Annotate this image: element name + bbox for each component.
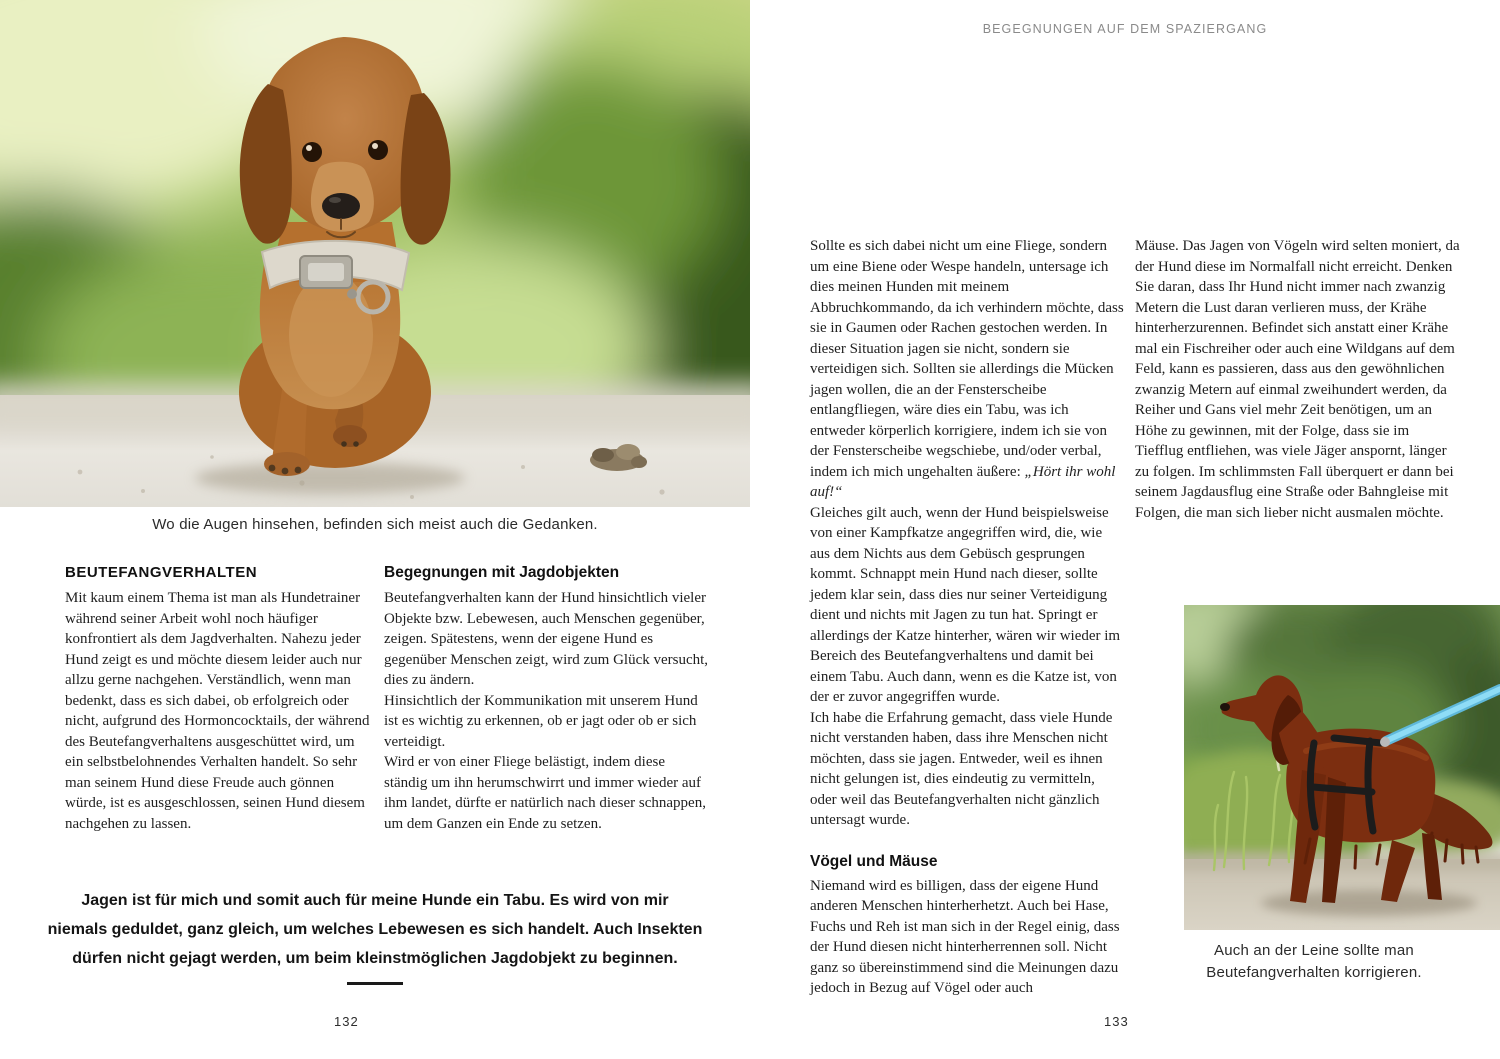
body-text <box>810 876 1125 999</box>
paragraph: Hinsichtlich der Kommunikation mit unserem Hund ist es wichtig zu erkennen, ob er jagt oder ob er sich verteidigt. <box>384 692 698 750</box>
body-text <box>1135 236 1460 523</box>
column-beutefangverhalten <box>65 563 372 834</box>
divider-rule <box>347 982 403 985</box>
paragraph: Mit kaum einem Thema ist man als Hundetrainer während seiner Arbeit wohl noch häufiger konfrontiert als dem Jagdverhalten. Nahezu jeder Hund zeigt es und möchte diesem leider auch nur allzu gerne nachgehen. Verständlich, wenn man bedenkt, dass es sich dabei, ob erfolgreich oder nicht, aufgrund des Hormoncocktails, der während des Beutefangverhaltens ausgeschüttet wird, um ein selbstbelohnendes Verhalten handelt. So sehr man seinem Hund diese Freude auch gönnen würde, ist es ausgeschlossen, seinen Hund diesem nachgehen zu lassen. <box>65 590 370 832</box>
paragraph: Gleiches gilt auch, wenn der Hund beispielsweise von einer Kampfkatze angegriffen wird, die, wie aus dem Nichts aus dem Gebüsch gesprungen kommt. Schnappt mein Hund nach dieser, sollte jedem klar sein, dass dies nur seiner Verteidigung dient und nichts mit Jagen zu tun hat. Springt er allerdings der Katze hinterher, wären wir wieder im Bereich des Beutefangverhaltens und damit bei einem Tabu. Auch dann, wenn es die Katze ist, von der er zuvor angegriffen wurde. <box>810 504 1121 705</box>
dachshund-photo <box>0 0 750 507</box>
quote-line: Jagen ist für mich und somit auch für meine Hunde ein Tabu. Es wird von mir <box>81 892 669 909</box>
photo-caption-left: Wo die Augen hinsehen, befinden sich meist auch die Gedanken. <box>152 516 598 533</box>
body-text <box>65 588 372 834</box>
paragraph: Sollte es sich dabei nicht um eine Fliege, sondern um eine Biene oder Wespe handeln, untersage ich dies meinen Hunden mit meinem Abbruchkommando, da ich verhindern möchte, dass sie in Gaumen oder Rachen gestochen werden. In dieser Situation jagen sie nicht, sondern sie verteidigen sich. Sollten sie allerdings die Mücken jagen wollen, die an der Fensterscheibe entlangfliegen, wäre dies ein Tabu, was ich entweder körperlich korrigiere, indem ich sie von der Fensterscheibe wegschiebe, und/oder verbal, indem ich mich ungehalten äußere: „Hört ihr wohl auf!“ <box>810 238 1124 500</box>
body-text <box>810 236 1125 831</box>
running-header: BEGEGNUNGEN AUF DEM SPAZIERGANG <box>982 22 1268 36</box>
dachshund-illustration <box>0 0 750 507</box>
paragraph: Mäuse. Das Jagen von Vögeln wird selten moniert, da der Hund diese im Normalfall nicht erreicht. Denken Sie daran, dass Ihr Hund nicht immer nach zwanzig Metern die Lust daran verlieren muss, der Krähe hinterherzurennen. Befindet sich anstatt einer Krähe mal ein Fischreiher oder auch eine Wildgans auf dem Feld, kann es passieren, dass aus den gewöhnlichen zwanzig Metern auf einmal zweihundert werden, da Reiher und Gans viel mehr Zeit benötigen, um an Höhe zu gewinnen, mit der Folge, dass sie im Tiefflug entfliehen, was viele Jäger anspornt, länger zu folgen. Im schlimmsten Fall überquert er dann bei seinem Jagdausflug eine Straße oder Bahngleise mit Folgen, die man sich lieber nicht ausmalen möchte. <box>1135 238 1460 521</box>
paragraph: Wird er von einer Fliege belästigt, indem diese ständig um ihn herumschwirrt und immer wieder auf ihm landet, dürfte er natürlich nach dieser schnappen, um dem Ganzen ein Ende zu setzen. <box>384 754 706 832</box>
page-number-right: 133 <box>1104 1014 1129 1029</box>
quote-line: niemals geduldet, ganz gleich, um welches Lebewesen es sich handelt. Auch Insekten <box>47 921 703 938</box>
subsection-heading: Begegnungen mit Jagdobjekten <box>384 564 620 581</box>
section-heading: BEUTEFANGVERHALTEN <box>65 564 258 581</box>
setter-illustration <box>1184 605 1500 930</box>
photo-caption-right: Auch an der Leine sollte man Beutefangverhalten korrigieren. <box>1206 942 1422 981</box>
left-page-columns <box>65 563 710 834</box>
pull-quote-lines <box>48 886 703 973</box>
paragraph: Niemand wird es billigen, dass der eigene Hund anderen Menschen hinterherhetzt. Auch bei Hase, Fuchs und Reh ist man sich in der Regel einig, dass der Hund diesen nicht hinterherrennen soll. Nicht ganz so übereinstimmend sind die Meinungen dazu jedoch in Bezug auf Vögel oder auch <box>810 877 1120 996</box>
paragraph: Beutefangverhalten kann der Hund hinsichtlich vieler Objekte bzw. Lebewesen, auch Menschen gegenüber, zeigen. Spätestens, wenn der eigene Hund es gegenüber Menschen zeigt, wird zum Glück versucht, dies zu ändern. <box>384 590 709 688</box>
page-number-left: 132 <box>334 1014 359 1029</box>
pull-quote <box>0 886 750 985</box>
setter-photo <box>1184 605 1500 930</box>
subsection-heading-voegel: Vögel und Mäuse <box>810 852 938 870</box>
quote-line: dürfen nicht gejagt werden, um beim kleinstmöglichen Jagdobjekt zu beginnen. <box>72 950 678 967</box>
column-right-1 <box>810 236 1125 999</box>
column-begegnungen <box>384 563 710 834</box>
body-text <box>384 588 710 834</box>
paragraph: Ich habe die Erfahrung gemacht, dass viele Hunde nicht verstanden haben, dass ihre Menschen nicht möchten, dass sie jagen. Entweder, weil es ihnen nicht gelungen ist, dies eindeutig zu vermitteln, oder weil das Beutefangverhalten nicht gänzlich untersagt wurde. <box>810 709 1113 828</box>
